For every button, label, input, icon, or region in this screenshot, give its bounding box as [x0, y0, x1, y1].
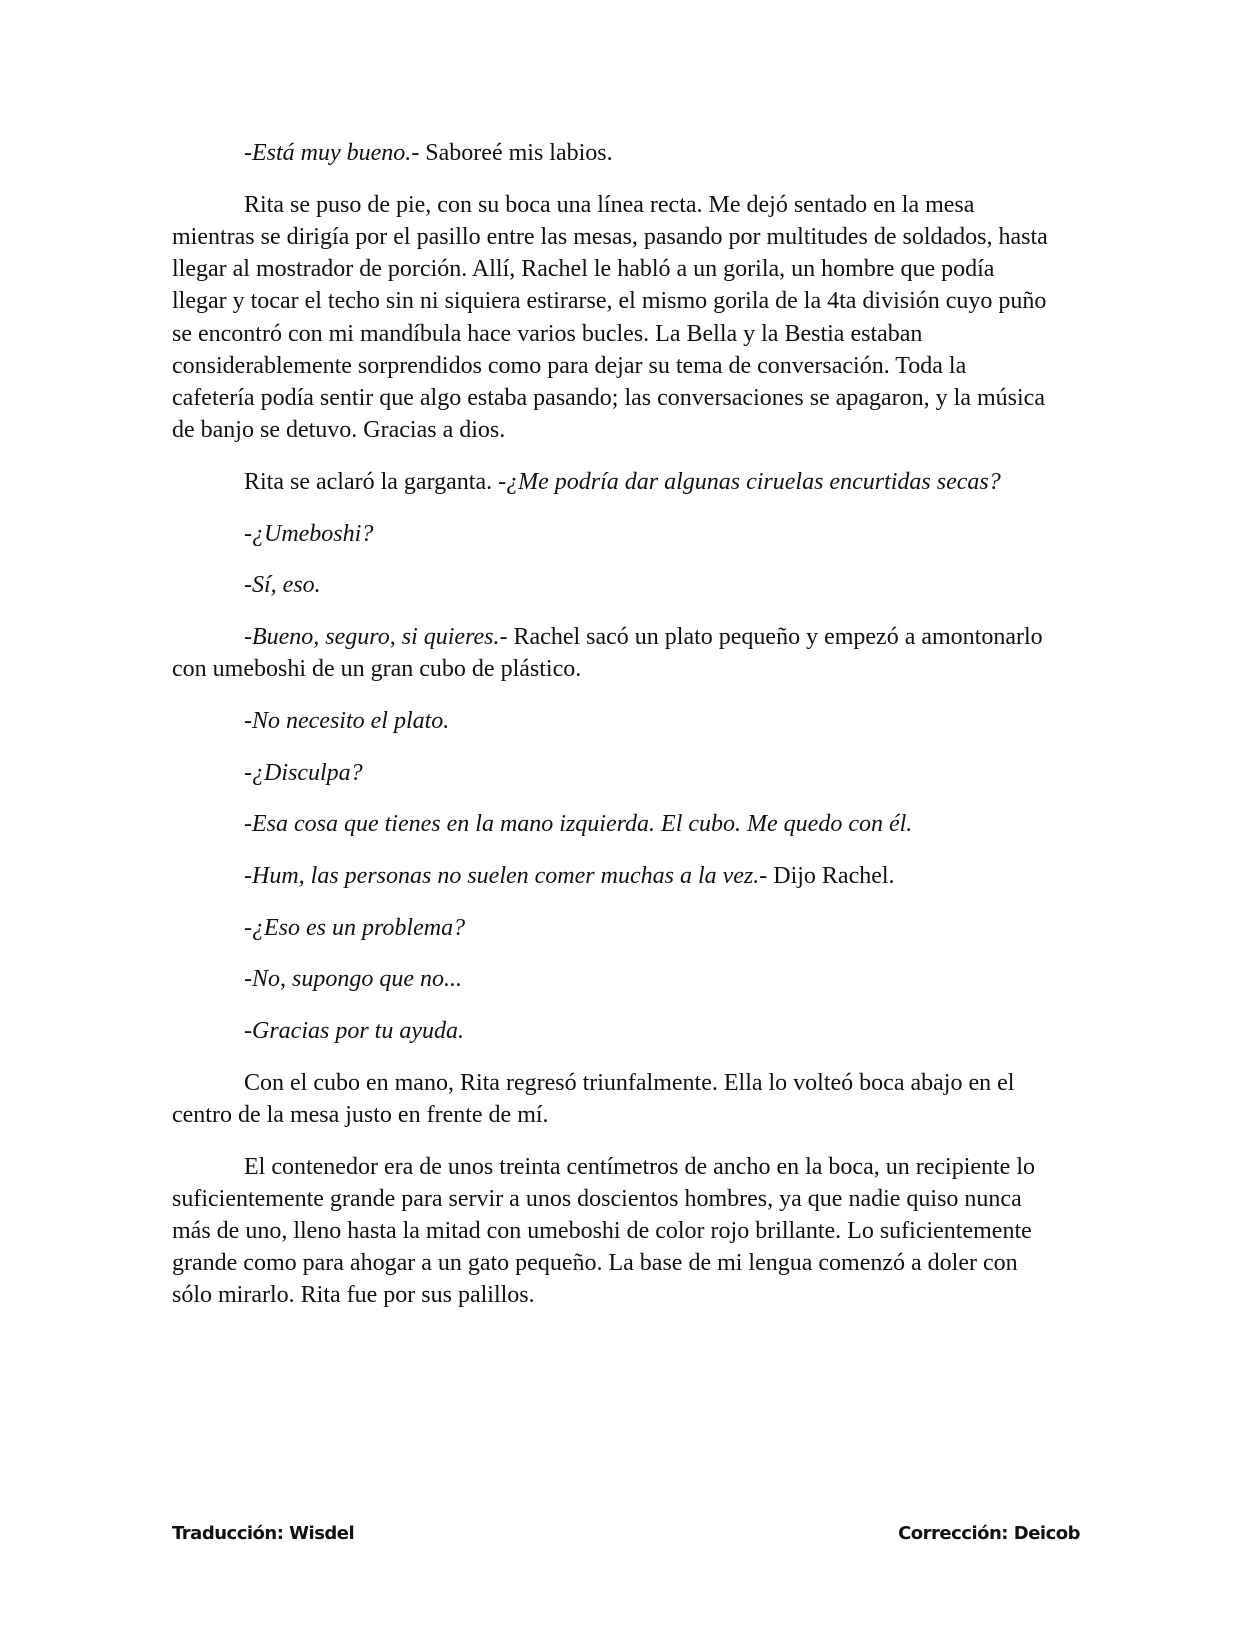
paragraph [172, 621, 1048, 685]
paragraph [172, 518, 1048, 550]
narration-text: - [244, 140, 252, 166]
paragraph [172, 963, 1048, 995]
translator-credit: Traducción: Wisdel [172, 1523, 355, 1544]
dialogue-text: -No, supongo que no... [244, 966, 462, 993]
proofreader-credit: Corrección: Deicob [898, 1523, 1080, 1544]
narration-text: Rita se aclaró la garganta. [244, 468, 499, 495]
paragraph [172, 189, 1048, 447]
dialogue-text: -¿Eso es un problema? [244, 914, 466, 941]
dialogue-text: -Sí, eso. [244, 572, 321, 599]
paragraph [172, 1015, 1048, 1047]
narration-text: - Saboreé mis labios. [411, 140, 613, 166]
dialogue-text: -¿Umeboshi? [244, 520, 374, 547]
paragraph [172, 757, 1048, 789]
dialogue-text: -Hum, las personas no suelen comer muchas a la vez. [244, 862, 760, 889]
dialogue-text: -Gracias por tu ayuda. [244, 1018, 464, 1045]
page-footer [172, 1523, 1080, 1544]
paragraph [172, 569, 1048, 601]
dialogue-text: -¿Me podría dar algunas ciruelas encurtidas secas? [498, 468, 1001, 495]
paragraph [172, 1151, 1048, 1312]
dialogue-text: -Bueno, seguro, si quieres. [244, 623, 500, 650]
narration-text: - Dijo Rachel. [759, 862, 895, 889]
narration-text: Rita se puso de pie, con su boca una línea recta. Me dejó sentado en la mesa mientras se dirigía por el pasillo entre las mesas, pasando por multitudes de soldados, hasta llegar al mostrador de porción. Allí, Rachel le habló a un gorila, un hombre que podía llegar y tocar el techo sin ni siquiera estirarse, el mismo gorila de la 4ta división cuyo puño se encontró con mi mandíbula hace varios bucles. La Bella y la Bestia estaban considerablemente sorprendidos como para dejar su tema de conversación. Toda la cafetería podía sentir que algo estaba pasando; las conversaciones se apagaron, y la música de banjo se detuvo. Gracias a dios. [172, 191, 1048, 444]
narration-text: Con el cubo en mano, Rita regresó triunfalmente. Ella lo volteó boca abajo en el centro de la mesa justo en frente de mí. [172, 1069, 1015, 1128]
narration-text: El contenedor era de unos treinta centímetros de ancho en la boca, un recipiente lo suficientemente grande para servir a unos doscientos hombres, ya que nadie quiso nunca más de uno, lleno hasta la mitad con umeboshi de color rojo brillante. Lo suficientemente grande como para ahogar a un gato pequeño. La base de mi lengua comenzó a doler con sólo mirarlo. Rita fue por sus palillos. [172, 1153, 1036, 1309]
paragraph [172, 808, 1048, 840]
body-text [172, 137, 1048, 1331]
paragraph [172, 1067, 1048, 1131]
paragraph [172, 137, 1048, 169]
dialogue-text: -¿Disculpa? [244, 759, 363, 786]
dialogue-text: Está muy bueno. [252, 140, 412, 166]
paragraph [172, 466, 1048, 498]
paragraph [172, 860, 1048, 892]
paragraph [172, 912, 1048, 944]
dialogue-text: -Esa cosa que tienes en la mano izquierda. El cubo. Me quedo con él. [244, 811, 913, 838]
dialogue-text: -No necesito el plato. [244, 707, 450, 734]
paragraph [172, 705, 1048, 737]
narration-text: - Rachel sacó un plato pequeño y empezó a amontonarlo con umeboshi de un gran cubo de plástico. [172, 623, 1043, 683]
